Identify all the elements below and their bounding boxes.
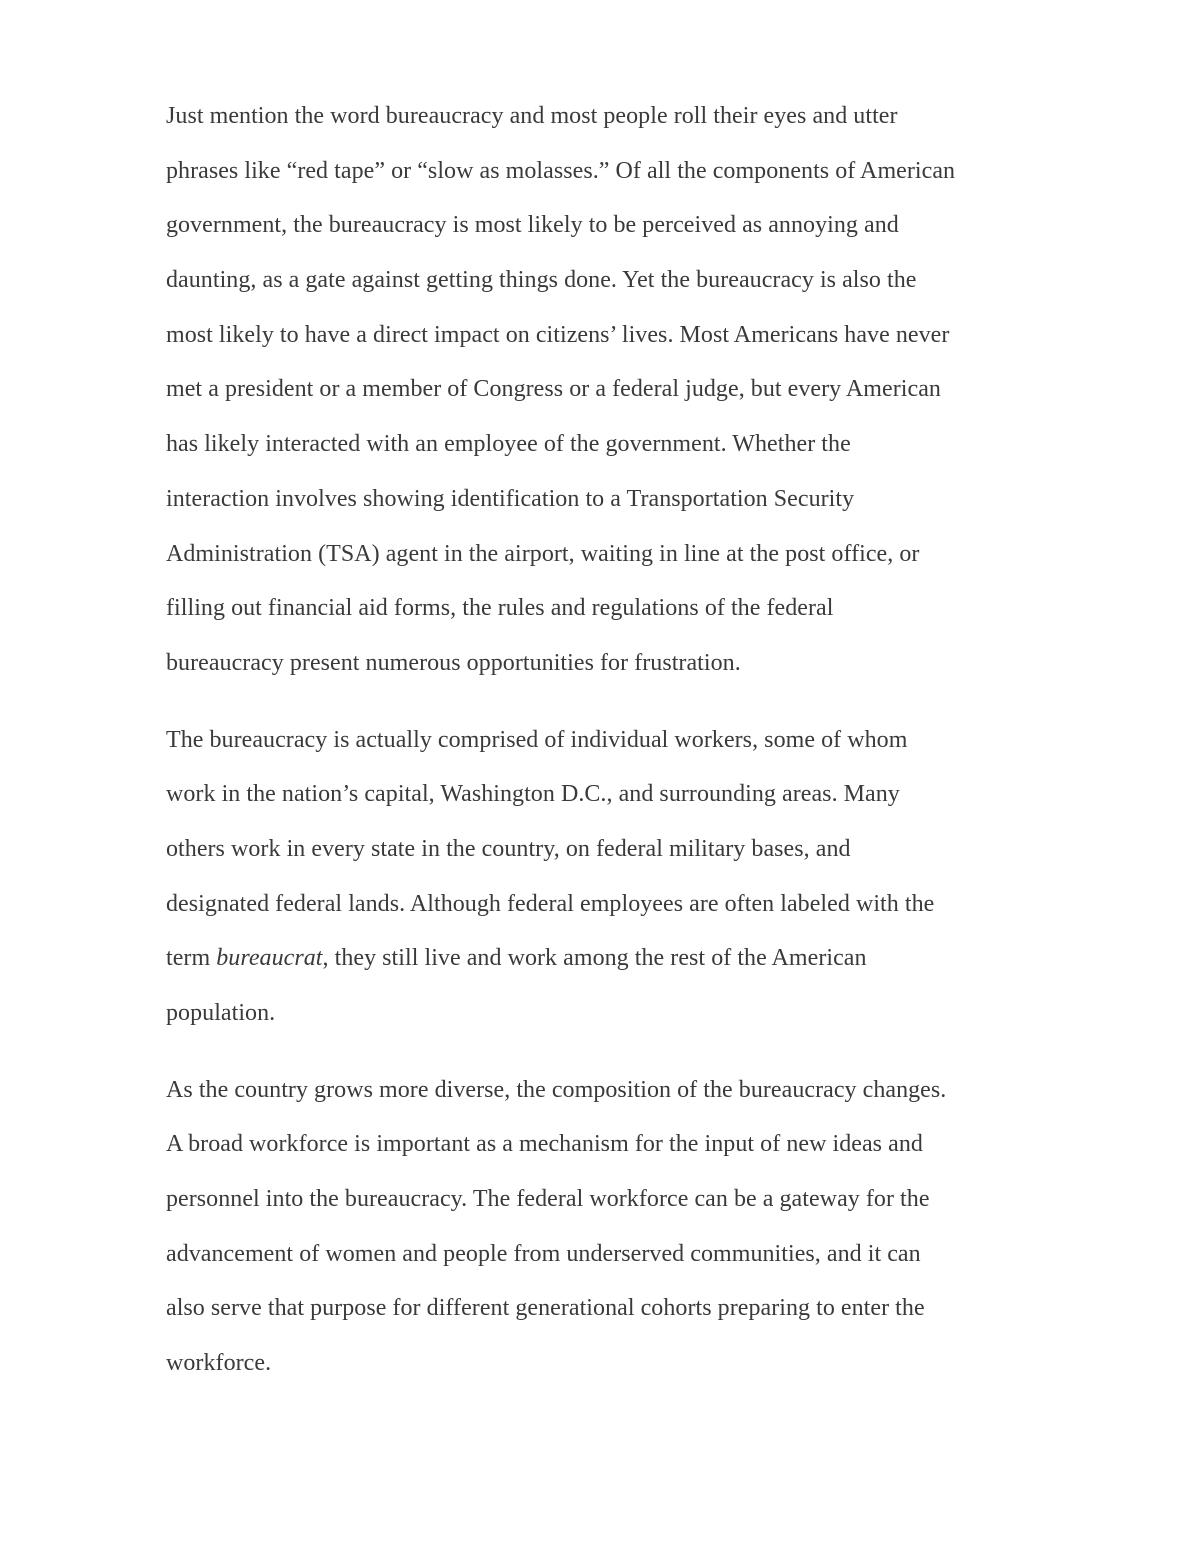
paragraph-1 [166,89,1046,691]
text-line: has likely interacted with an employee of the government. Whether the [166,431,851,458]
paragraph-3 [166,1063,1046,1391]
text-line: workforce. [166,1350,272,1377]
text-line: most likely to have a direct impact on citizens’ lives. Most Americans have never [166,321,950,348]
paragraph-2 [166,713,1046,1041]
text-line: population. [166,1000,276,1026]
text-line: government, the bureaucracy is most likely to be perceived as annoying and [166,212,899,239]
italic-term: bureaucrat [216,945,323,972]
text-line: others work in every state in the country, on federal military bases, and [166,835,851,862]
text-line: bureaucracy present numerous opportunities for frustration. [166,649,741,676]
text-line: also serve that purpose for different generational cohorts preparing to enter the [166,1295,925,1322]
document-body [166,89,1046,1391]
text-line: Administration (TSA) agent in the airport, waiting in line at the post office, or [166,540,920,567]
paragraph-spacer [166,691,1046,713]
text-run: term [166,945,217,972]
text-line: met a president or a member of Congress or a federal judge, but every American [166,376,941,403]
text-line: The bureaucracy is actually comprised of individual workers, some of whom [166,726,908,753]
text-line: filling out financial aid forms, the rules and regulations of the federal [166,595,834,622]
text-line-with-italic [166,931,1046,986]
text-line: daunting, as a gate against getting things done. Yet the bureaucracy is also the [166,267,917,294]
text-line: personnel into the bureaucracy. The federal workforce can be a gateway for the [166,1186,930,1213]
text-line: designated federal lands. Although federal employees are often labeled with the [166,890,935,917]
text-line: phrases like “red tape” or “slow as molasses.” Of all the components of American [166,157,956,184]
text-line: As the country grows more diverse, the composition of the bureaucracy changes. [166,1076,947,1103]
text-line: work in the nation’s capital, Washington D.C., and surrounding areas. Many [166,781,900,808]
text-line: A broad workforce is important as a mechanism for the input of new ideas and [166,1131,923,1158]
text-line: Just mention the word bureaucracy and most people roll their eyes and utter [166,103,898,129]
text-run: , they still live and work among the rest of the American [322,945,867,972]
paragraph-spacer [166,1041,1046,1063]
text-line: interaction involves showing identification to a Transportation Security [166,485,855,512]
text-line: advancement of women and people from underserved communities, and it can [166,1240,921,1267]
